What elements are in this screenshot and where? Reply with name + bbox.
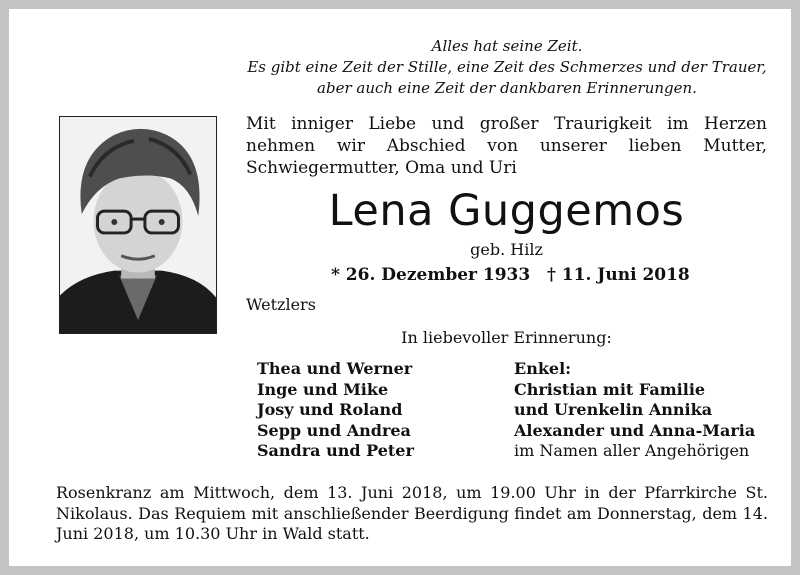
motto-line-1: Alles hat seine Zeit. <box>431 37 583 55</box>
maiden-name: geb. Hilz <box>470 240 543 259</box>
grandchildren-heading: Enkel: <box>514 359 572 378</box>
deceased-name: Lena Guggemos <box>328 186 685 236</box>
mourner-entry: Sepp und Andrea <box>257 420 411 440</box>
birth-date: * 26. Dezember 1933 <box>331 265 531 285</box>
mourner-entry: Inge und Mike <box>257 379 389 399</box>
memory-line: In liebevoller Erinnerung: <box>401 328 612 347</box>
mourners-grandchildren <box>514 359 755 462</box>
mourner-entry: Josy und Roland <box>257 400 403 419</box>
motto-line-2: Es gibt eine Zeit der Stille, eine Zeit des Schmerzes und der Trauer, <box>247 58 767 76</box>
mourner-entry: Thea und Werner <box>257 359 413 378</box>
mourner-entry: Alexander und Anna-Maria <box>514 420 756 440</box>
all-relatives-line: im Namen aller Angehörigen <box>514 441 750 460</box>
motto <box>209 36 800 99</box>
funeral-details: Rosenkranz am Mittwoch, dem 13. Juni 2018, um 19.00 Uhr in der Pfarrkirche St. Nikolaus. Das Requiem mit anschließender Beerdigung findet am Donnerstag, dem 14. Juni 2018, um 10.30 Uhr in Wald statt. <box>56 483 768 543</box>
motto-line-3: aber auch eine Zeit der dankbaren Erinnerungen. <box>317 79 697 97</box>
mourner-entry: Christian mit Familie <box>514 379 706 399</box>
portrait-photo <box>59 116 217 334</box>
intro-text: Mit inniger Liebe und großer Traurigkeit im Herzen nehmen wir Abschied von unserer lieben Mutter, Schwiegermutter, Oma und Uri <box>246 114 767 178</box>
death-date: † 11. Juni 2018 <box>547 265 690 285</box>
portrait-image <box>60 117 216 333</box>
mourner-entry: Sandra und Peter <box>257 441 414 460</box>
place-name: Wetzlers <box>246 295 316 314</box>
mourner-entry: und Urenkelin Annika <box>514 400 713 419</box>
mourners-children <box>257 359 414 462</box>
